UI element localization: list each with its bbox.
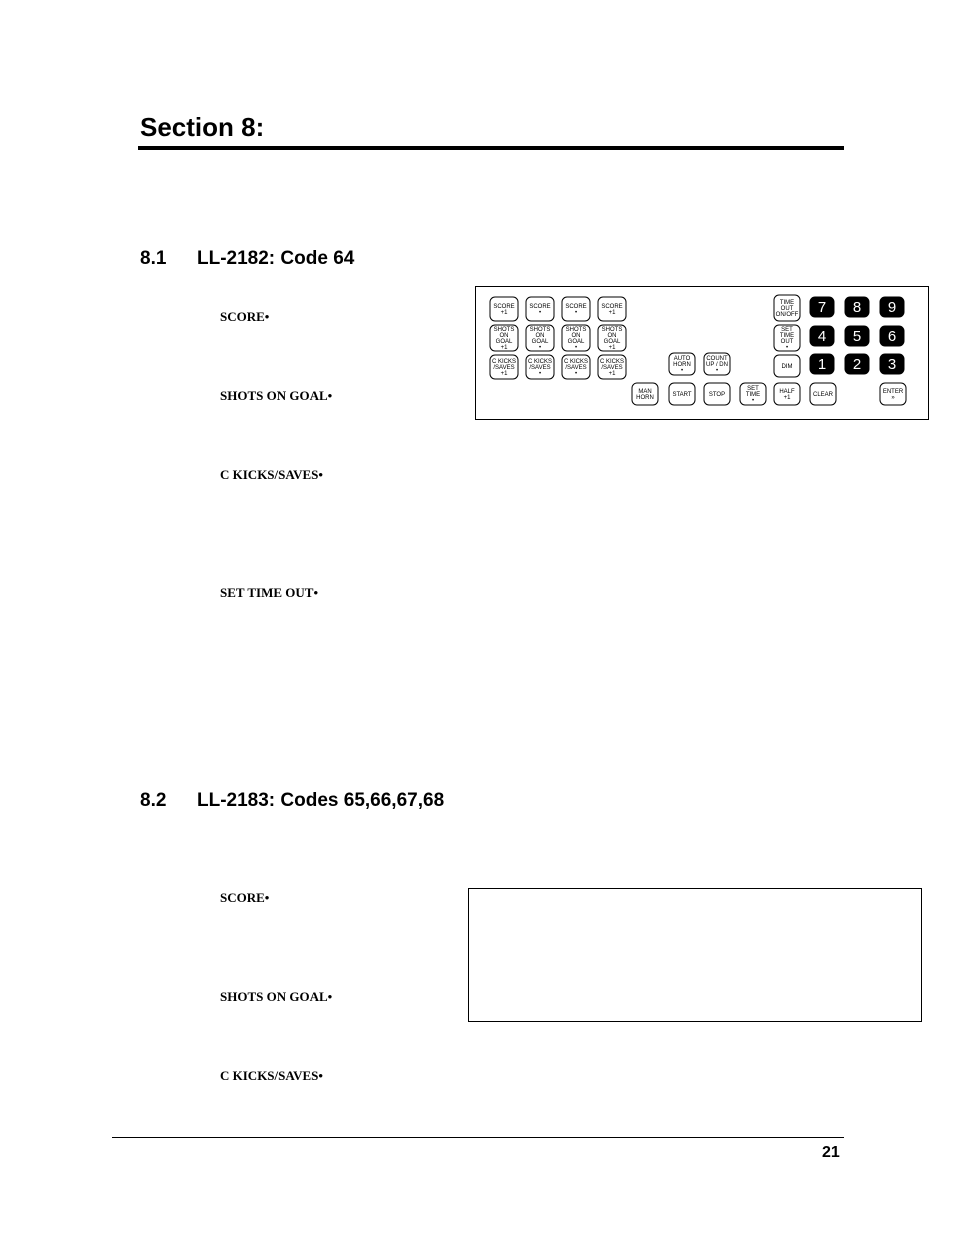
set_time-key[interactable] [740,383,766,405]
key-label: HORN [636,395,654,401]
key-label: COUNT [706,356,728,362]
digit-label: 5 [852,328,862,345]
clear-key[interactable] [810,383,836,405]
key-label: SHOTS [565,327,587,333]
score_home_dot-key[interactable] [526,297,554,321]
key-label: GOAL [495,339,513,345]
score_guest_plus-key[interactable] [598,297,626,321]
count_updn-key[interactable] [704,353,730,375]
key-label: /SAVES [565,365,587,371]
shots_guest_dot-key[interactable] [562,325,590,351]
key-label: +1 [500,371,508,377]
ck_home_dot-key[interactable] [526,355,554,379]
key-label: » [891,395,895,401]
key-label: ON [571,333,581,339]
subsection-heading-8-2 [140,790,444,812]
label-score: SCORE• [220,309,270,324]
key-label: ON [499,333,509,339]
start-key[interactable] [669,383,695,405]
key-label: • [574,345,578,351]
key-label: AUTO [673,356,691,362]
key-label: ON/OFF [775,312,799,318]
key-label: • [574,310,578,316]
key-label: HALF [779,389,795,395]
key-label: SCORE [601,304,623,310]
digit-label: 1 [817,356,827,373]
key-label: SET [781,327,793,333]
key-label: • [538,371,542,377]
key-label: • [751,398,755,404]
digit-7-key[interactable] [810,297,834,317]
digit-label: 7 [817,299,827,316]
digit-1-key[interactable] [810,354,834,374]
man_horn-key[interactable] [632,383,658,405]
key-label: /SAVES [529,365,551,371]
footer-rule [112,1137,844,1138]
ck_guest_plus-key[interactable] [598,355,626,379]
key-label: C KICKS [527,359,553,365]
key-label: MAN [638,389,652,395]
key-label: • [680,368,684,374]
digit-label: 6 [887,328,897,345]
timeout_onoff-key[interactable] [774,295,800,321]
half-key[interactable] [774,383,800,405]
keypad-ll-2182 [475,286,929,420]
key-label: +1 [500,310,508,316]
digit-9-key[interactable] [880,297,904,317]
key-label: +1 [500,345,508,351]
shots_guest_plus-key[interactable] [598,325,626,351]
key-label: • [574,371,578,377]
digit-label: 9 [887,299,897,316]
key-label: CLEAR [812,392,834,398]
key-label: /SAVES [601,365,623,371]
shots_home_dot-key[interactable] [526,325,554,351]
key-label: UP / DN [706,362,728,368]
subsection-title: LL-2183: Codes 65,66,67,68 [197,790,445,811]
key-label: OUT [780,306,794,312]
key-label: ON [535,333,545,339]
page-number: 21 [822,1144,840,1161]
key-label: • [538,345,542,351]
key-label: GOAL [567,339,585,345]
key-label: • [538,310,542,316]
digit-3-key[interactable] [880,354,904,374]
subsection-number: 8.1 [140,248,167,269]
title-rule [138,146,844,150]
key-label: TIME [745,392,761,398]
key-label: SCORE [493,304,515,310]
ck_guest_dot-key[interactable] [562,355,590,379]
key-label: SHOTS [493,327,515,333]
section-title: Section 8: [140,112,265,142]
key-label: • [715,368,719,374]
ck_home_plus-key[interactable] [490,355,518,379]
key-label: HORN [673,362,691,368]
subsection-heading-8-1 [140,248,354,270]
dim-key[interactable] [774,355,800,377]
key-label: /SAVES [493,365,515,371]
stop-key[interactable] [704,383,730,405]
key-label: C KICKS [491,359,517,365]
key-label: SCORE [529,304,551,310]
label-c-kicks-saves: C KICKS/SAVES• [220,467,323,482]
label-score: SCORE• [220,890,270,905]
key-label: C KICKS [563,359,589,365]
key-label: TIME [779,333,795,339]
key-label: OUT [780,339,794,345]
key-label: START [672,392,692,398]
key-label: GOAL [531,339,549,345]
digit-label: 2 [852,356,862,373]
key-label: DIM [781,364,793,370]
digit-label: 4 [817,328,827,345]
digit-label: 8 [852,299,862,316]
digit-4-key[interactable] [810,326,834,346]
enter-key[interactable] [880,383,906,405]
key-label: SHOTS [601,327,623,333]
digit-6-key[interactable] [880,326,904,346]
subsection-title: LL-2182: Code 64 [197,248,355,269]
key-label: ENTER [882,389,904,395]
digit-5-key[interactable] [845,326,869,346]
key-label: SET [747,386,759,392]
key-label: • [785,345,789,351]
key-label: +1 [608,345,616,351]
key-label: SHOTS [529,327,551,333]
digit-2-key[interactable] [845,354,869,374]
label-set-time-out: SET TIME OUT• [220,585,318,600]
label-shots-on-goal: SHOTS ON GOAL• [220,388,333,403]
label-shots-on-goal: SHOTS ON GOAL• [220,989,333,1004]
shots_home_plus-key[interactable] [490,325,518,351]
auto_horn-key[interactable] [669,353,695,375]
subsection-number: 8.2 [140,790,167,811]
score_guest_dot-key[interactable] [562,297,590,321]
digit-label: 3 [887,356,897,373]
label-c-kicks-saves: C KICKS/SAVES• [220,1068,323,1083]
key-label: GOAL [603,339,621,345]
keypad-ll-2183 [468,888,922,1022]
key-label: SCORE [565,304,587,310]
key-label: +1 [608,310,616,316]
digit-8-key[interactable] [845,297,869,317]
key-label: STOP [708,392,726,398]
score_home_plus-key[interactable] [490,297,518,321]
set_timeout-key[interactable] [774,325,800,351]
key-label: C KICKS [599,359,625,365]
key-label: ON [607,333,617,339]
key-label: +1 [783,395,791,401]
key-label: +1 [608,371,616,377]
key-label: TIME [779,300,795,306]
